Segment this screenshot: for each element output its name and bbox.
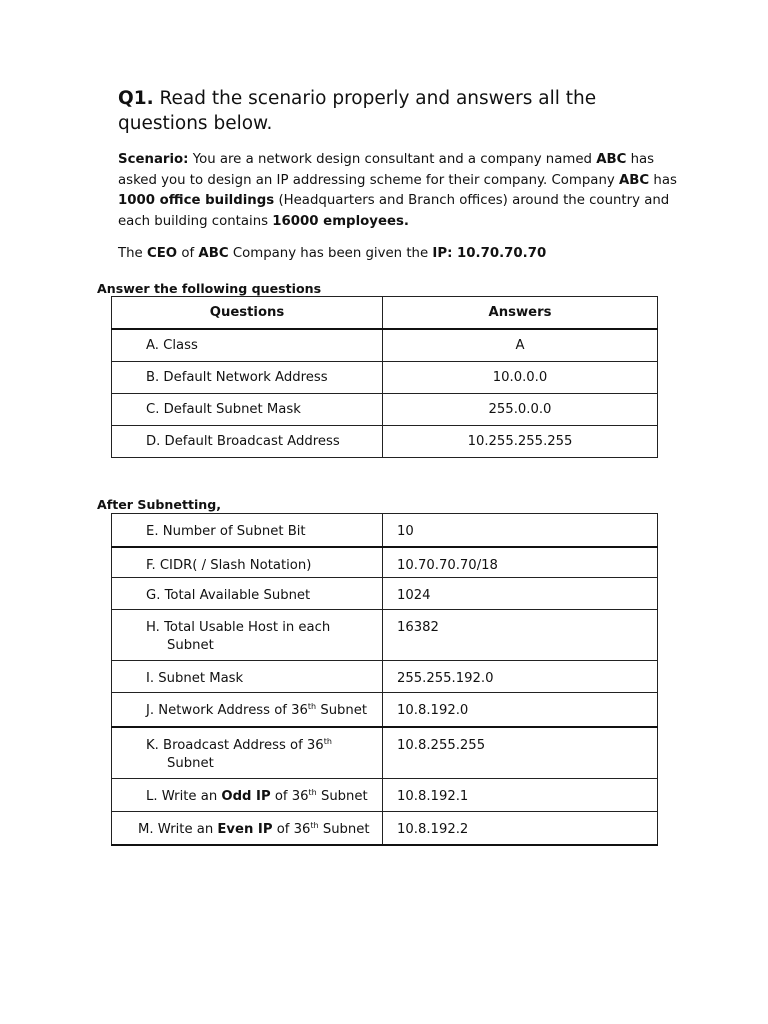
question-title [118, 86, 678, 136]
answer-cell: 10.8.255.255 [383, 727, 658, 779]
question-cell [112, 779, 383, 812]
question-text: J. Network Address of 36 [146, 703, 308, 718]
question-cell: F. CIDR( / Slash Notation) [112, 547, 383, 578]
question-cell: A. Class [112, 329, 383, 362]
section-heading-subnetting: After Subnetting, [97, 497, 222, 512]
answer-cell: 10 [383, 514, 658, 547]
question-cell: D. Default Broadcast Address [112, 426, 383, 458]
question-cell: I. Subnet Mask [112, 661, 383, 693]
question-cell [112, 610, 383, 661]
question-cell: E. Number of Subnet Bit [112, 514, 383, 547]
answer-cell: 10.70.70.70/18 [383, 547, 658, 578]
table-row [112, 661, 658, 693]
question-cell [112, 693, 383, 727]
header-questions: Questions [112, 297, 383, 330]
table-row [112, 812, 658, 845]
table-row [112, 693, 658, 727]
answer-cell: 10.255.255.255 [383, 426, 658, 458]
question-text-line-2: Subnet [167, 755, 214, 771]
table-row [112, 727, 658, 779]
table-row [112, 514, 658, 547]
ceo-ip-line [118, 244, 678, 264]
ceo-label: CEO [146, 246, 178, 261]
question-text: L. Write an [146, 789, 222, 804]
company-name-2: ABC [618, 172, 650, 188]
question-text: Subnet [316, 789, 368, 804]
answer-cell: 10.8.192.2 [383, 812, 658, 845]
ordinal-suffix: th [310, 821, 319, 830]
header-answers: Answers [383, 297, 658, 330]
question-cell: B. Default Network Address [112, 362, 383, 394]
question-cell [112, 812, 383, 845]
question-number: Q1. [118, 88, 154, 109]
question-text-line-2: Subnet [167, 638, 214, 653]
table-row [112, 394, 658, 426]
ordinal-suffix: th [308, 788, 317, 797]
table-row [112, 329, 658, 362]
question-text: Subnet [316, 703, 368, 718]
section-heading-questions: Answer the following questions [97, 281, 322, 296]
table-row [112, 426, 658, 458]
scenario-label: Scenario: [118, 152, 189, 167]
scenario-text-1: You are a network design consultant and a company named [188, 152, 597, 167]
scenario-text-4: (Headquarters and Branch offices) around the country and each building contains [118, 193, 670, 229]
table-row [112, 779, 658, 812]
subnetting-table [111, 513, 658, 846]
question-text: of 36 [270, 789, 309, 804]
question-text: Subnet [318, 822, 370, 837]
scenario-paragraph [118, 150, 678, 232]
scenario-text-2: has asked you to design an IP addressing scheme for their company. Company [118, 152, 655, 188]
ceo-company-name: ABC [198, 246, 229, 261]
table-row [112, 610, 658, 661]
table-row [112, 547, 658, 578]
given-ip: IP: 10.70.70.70 [432, 246, 547, 261]
question-text: M. Write an [138, 822, 218, 837]
answers-table [111, 296, 658, 458]
ceo-text-3: Company has been given the [228, 246, 433, 261]
answer-cell: 255.0.0.0 [383, 394, 658, 426]
question-cell [112, 727, 383, 779]
answer-cell: 10.8.192.1 [383, 779, 658, 812]
question-text-line-1: K. Broadcast Address of 36 [146, 737, 324, 753]
employees-count: 16000 employees. [272, 213, 409, 229]
table-row [112, 578, 658, 610]
ceo-text-2: of [177, 246, 199, 261]
table-row [112, 362, 658, 394]
answer-cell: 10.8.192.0 [383, 693, 658, 727]
company-name-1: ABC [596, 152, 627, 167]
ordinal-suffix: th [323, 736, 332, 746]
question-cell: G. Total Available Subnet [112, 578, 383, 610]
ordinal-suffix: th [307, 702, 317, 711]
question-text: of 36 [272, 822, 311, 837]
odd-ip-label: Odd IP [221, 789, 271, 804]
answer-cell: A [383, 329, 658, 362]
answer-cell: 255.255.192.0 [383, 661, 658, 693]
scenario-text-3: has [649, 172, 677, 188]
ceo-text-1: The [118, 246, 147, 261]
answer-cell: 16382 [383, 610, 658, 661]
even-ip-label: Even IP [217, 822, 273, 837]
question-cell: C. Default Subnet Mask [112, 394, 383, 426]
answer-cell: 10.0.0.0 [383, 362, 658, 394]
question-text-line-1: H. Total Usable Host in each [146, 620, 331, 635]
question-text: Read the scenario properly and answers all the questions below. [118, 88, 597, 134]
table-header-row [112, 297, 658, 330]
answer-cell: 1024 [383, 578, 658, 610]
buildings-count: 1000 office buildings [118, 193, 275, 208]
